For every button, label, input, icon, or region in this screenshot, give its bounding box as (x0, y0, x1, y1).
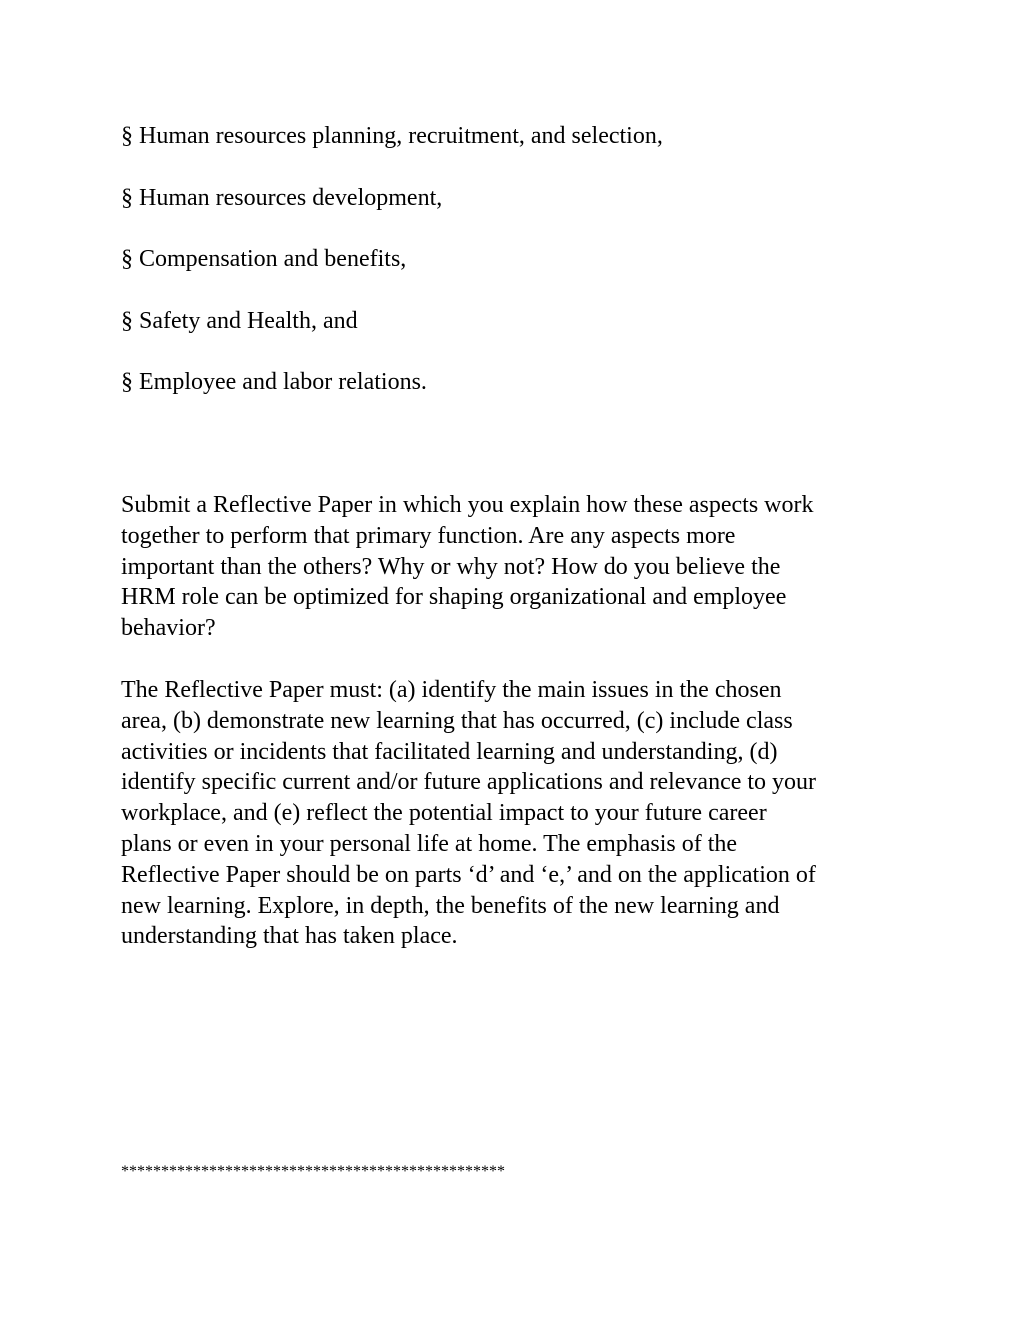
paragraph-line: HRM role can be optimized for shaping organizational and employee (121, 584, 787, 611)
paragraph-line: new learning. Explore, in depth, the benefits of the new learning and (121, 892, 780, 919)
paragraph-line: Reflective Paper should be on parts ‘d’ and ‘e,’ and on the application of (121, 861, 816, 888)
paragraph-line: activities or incidents that facilitated learning and understanding, (d) (121, 738, 778, 765)
bullet-hr-planning: § Human resources planning, recruitment, and selection, (121, 123, 663, 149)
paragraph-line: plans or even in your personal life at home. The emphasis of the (121, 830, 738, 857)
paragraph-line: understanding that has taken place. (121, 923, 458, 950)
paragraph-line: The Reflective Paper must: (a) identify the main issues in the chosen (121, 677, 782, 703)
paragraph-line: workplace, and (e) reflect the potential impact to your future career (121, 800, 767, 827)
paragraph-line: together to perform that primary function. Are any aspects more (121, 522, 736, 549)
bullet-compensation: § Compensation and benefits, (121, 246, 407, 272)
paragraph-line: Submit a Reflective Paper in which you explain how these aspects work (121, 492, 814, 518)
bullet-hr-development: § Human resources development, (121, 185, 443, 211)
paragraph-submit-instructions (121, 490, 921, 644)
paragraph-requirements (121, 675, 921, 952)
asterisk-separator: ************************************************ (121, 1163, 505, 1180)
paragraph-line: important than the others? Why or why not? How do you believe the (121, 553, 781, 580)
bullet-safety-health: § Safety and Health, and (121, 308, 358, 334)
paragraph-line: behavior? (121, 615, 216, 642)
paragraph-line: identify specific current and/or future applications and relevance to your (121, 769, 817, 796)
paragraph-line: area, (b) demonstrate new learning that has occurred, (c) include class (121, 707, 793, 734)
bullet-labor-relations: § Employee and labor relations. (121, 369, 427, 395)
